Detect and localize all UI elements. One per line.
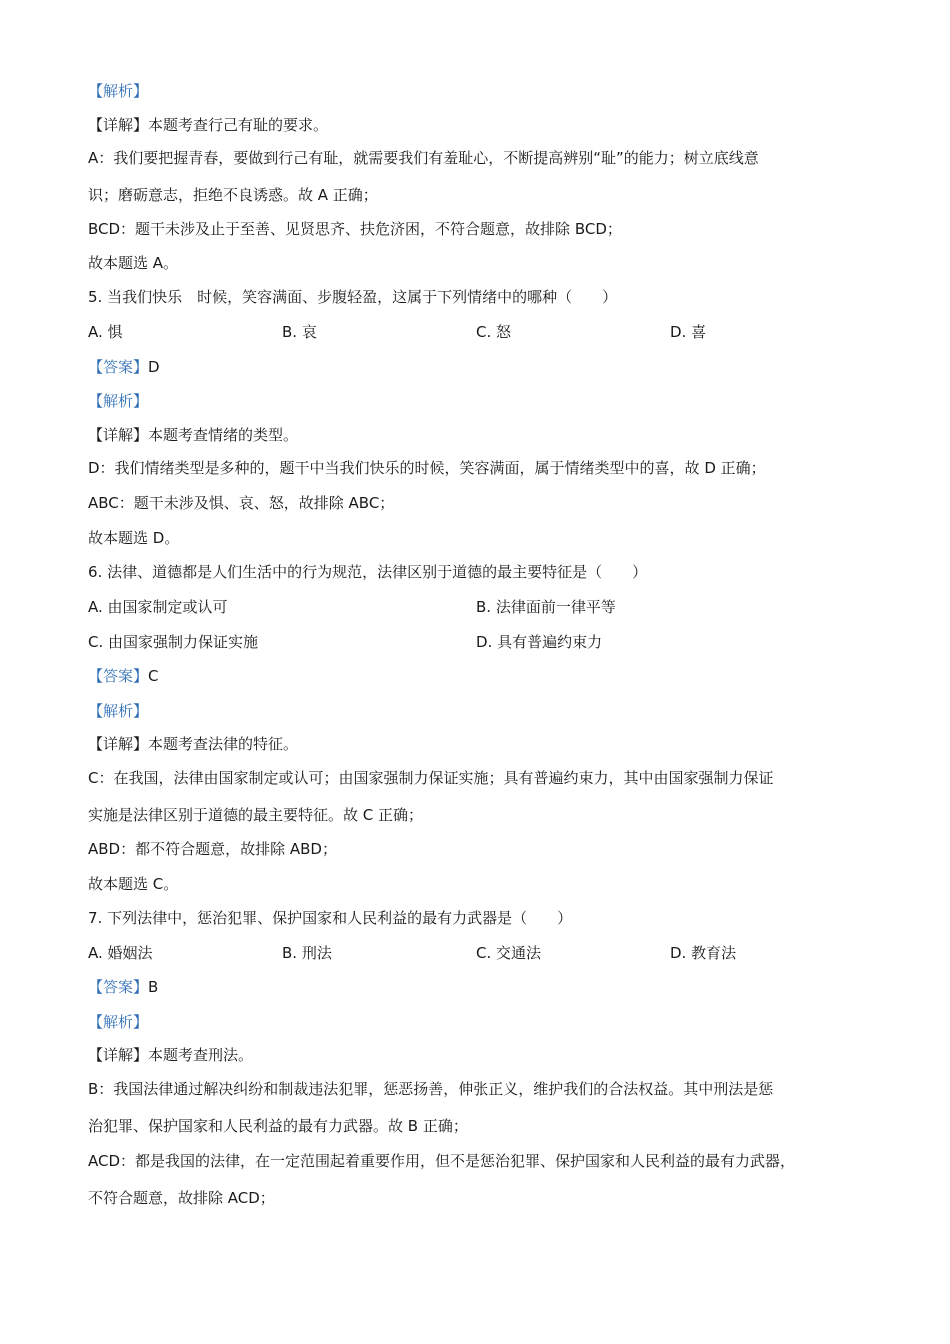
option-b: B. 法律面前一律平等 bbox=[476, 598, 616, 616]
option-d: D. 具有普遍约束力 bbox=[476, 633, 603, 651]
option-b: B. 刑法 bbox=[282, 944, 332, 962]
option-d: D. 喜 bbox=[670, 323, 707, 341]
answer-tag: 【答案】 bbox=[88, 667, 149, 685]
explanation-line: ABC：题干未涉及惧、哀、怒，故排除 ABC； bbox=[88, 494, 395, 512]
analysis-heading: 【解析】 bbox=[88, 1013, 149, 1031]
detail-text: 【详解】本题考查法律的特征。 bbox=[88, 735, 299, 753]
option-c: C. 由国家强制力保证实施 bbox=[88, 633, 259, 651]
analysis-heading: 【解析】 bbox=[88, 392, 149, 410]
answer-value: D bbox=[148, 358, 160, 376]
explanation-line: ABD：都不符合题意，故排除 ABD； bbox=[88, 840, 337, 858]
answer-line bbox=[88, 357, 160, 377]
option-a: A. 由国家制定或认可 bbox=[88, 598, 228, 616]
explanation-line: ACD：都是我国的法律，在一定范围起着重要作用，但不是惩治犯罪、保护国家和人民利益的最有力武器， bbox=[88, 1152, 796, 1170]
explanation-line: 不符合题意，故排除 ACD； bbox=[88, 1189, 275, 1207]
analysis-heading: 【解析】 bbox=[88, 82, 149, 100]
analysis-heading: 【解析】 bbox=[88, 702, 149, 720]
question-6: 6. 法律、道德都是人们生活中的行为规范，法律区别于道德的最主要特征是（ ） bbox=[88, 563, 648, 581]
conclusion-line: 故本题选 C。 bbox=[88, 875, 179, 893]
answer-tag: 【答案】 bbox=[88, 978, 149, 996]
option-c: C. 交通法 bbox=[476, 944, 542, 962]
option-a: A. 婚姻法 bbox=[88, 944, 153, 962]
explanation-line: 治犯罪、保护国家和人民利益的最有力武器。故 B 正确； bbox=[88, 1117, 468, 1135]
answer-tag: 【答案】 bbox=[88, 358, 149, 376]
answer-line bbox=[88, 977, 158, 997]
answer-line bbox=[88, 666, 159, 686]
conclusion-line: 故本题选 A。 bbox=[88, 254, 179, 272]
answer-value: C bbox=[148, 667, 159, 685]
explanation-line: 实施是法律区别于道德的最主要特征。故 C 正确； bbox=[88, 806, 424, 824]
option-a: A. 惧 bbox=[88, 323, 123, 341]
explanation-line: BCD：题干未涉及止于至善、见贤思齐、扶危济困，不符合题意，故排除 BCD； bbox=[88, 220, 622, 238]
detail-text: 【详解】本题考查情绪的类型。 bbox=[88, 426, 299, 444]
explanation-line: C：在我国，法律由国家制定或认可；由国家强制力保证实施；具有普遍约束力，其中由国家强制力保证 bbox=[88, 769, 774, 787]
question-7: 7. 下列法律中，惩治犯罪、保护国家和人民利益的最有力武器是（ ） bbox=[88, 909, 573, 927]
answer-value: B bbox=[148, 978, 159, 996]
detail-text: 【详解】本题考查行己有耻的要求。 bbox=[88, 116, 329, 134]
option-c: C. 怒 bbox=[476, 323, 512, 341]
option-b: B. 哀 bbox=[282, 323, 317, 341]
question-5: 5. 当我们快乐 时候，笑容满面、步腹轻盈，这属于下列情绪中的哪种（ ） bbox=[88, 288, 618, 306]
explanation-line: 识；磨砺意志，拒绝不良诱惑。故 A 正确； bbox=[88, 186, 378, 204]
conclusion-line: 故本题选 D。 bbox=[88, 529, 180, 547]
explanation-line: B：我国法律通过解决纠纷和制裁违法犯罪，惩恶扬善，伸张正义，维护我们的合法权益。其中刑法是惩 bbox=[88, 1080, 774, 1098]
detail-text: 【详解】本题考查刑法。 bbox=[88, 1046, 254, 1064]
explanation-line: A：我们要把握青春，要做到行己有耻，就需要我们有羞耻心，不断提高辨别“耻”的能力；树立底线意 bbox=[88, 149, 759, 167]
explanation-line: D：我们情绪类型是多种的，题干中当我们快乐的时候，笑容满面，属于情绪类型中的喜，故 D 正确； bbox=[88, 459, 766, 477]
option-d: D. 教育法 bbox=[670, 944, 737, 962]
